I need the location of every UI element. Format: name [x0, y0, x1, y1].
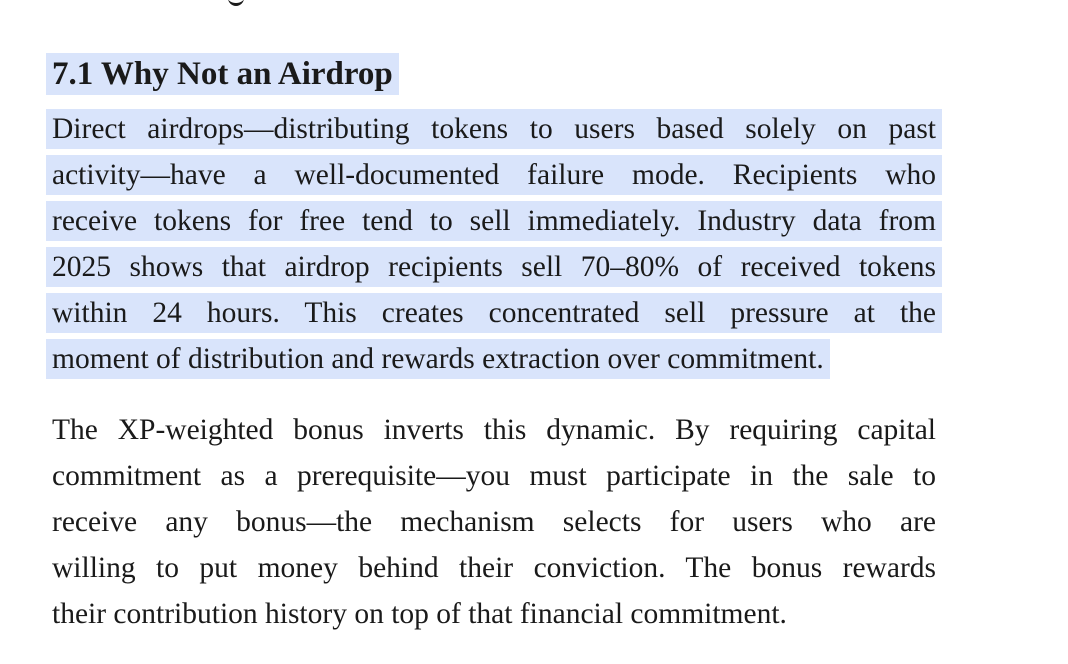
paragraph-line[interactable]: activity—have a well-documented failure mode. Recipients who	[46, 155, 942, 195]
paragraph-line[interactable]: receive tokens for free tend to sell immediately. Industry data from	[46, 201, 942, 241]
paragraph-line[interactable]: moment of distribution and rewards extraction over commitment.	[46, 339, 830, 379]
paragraph-line[interactable]: within 24 hours. This creates concentrated sell pressure at the	[46, 293, 942, 333]
paragraph-line[interactable]: their contribution history on top of that financial commitment.	[52, 598, 787, 630]
cropped-previous-line	[228, 0, 244, 6]
paragraph-line[interactable]: 2025 shows that airdrop recipients sell 70–80% of received tokens	[46, 247, 942, 287]
paragraph-line[interactable]: commitment as a prerequisite—you must participate in the sale to	[52, 460, 936, 492]
paragraph-line[interactable]: willing to put money behind their conviction. The bonus rewards	[52, 552, 936, 584]
paragraph-line[interactable]: receive any bonus—the mechanism selects for users who are	[52, 506, 936, 538]
paragraph-line[interactable]: The XP-weighted bonus inverts this dynamic. By requiring capital	[52, 414, 936, 446]
paragraph-line[interactable]: Direct airdrops—distributing tokens to users based solely on past	[46, 109, 942, 149]
section-heading[interactable]: 7.1 Why Not an Airdrop	[46, 53, 399, 95]
